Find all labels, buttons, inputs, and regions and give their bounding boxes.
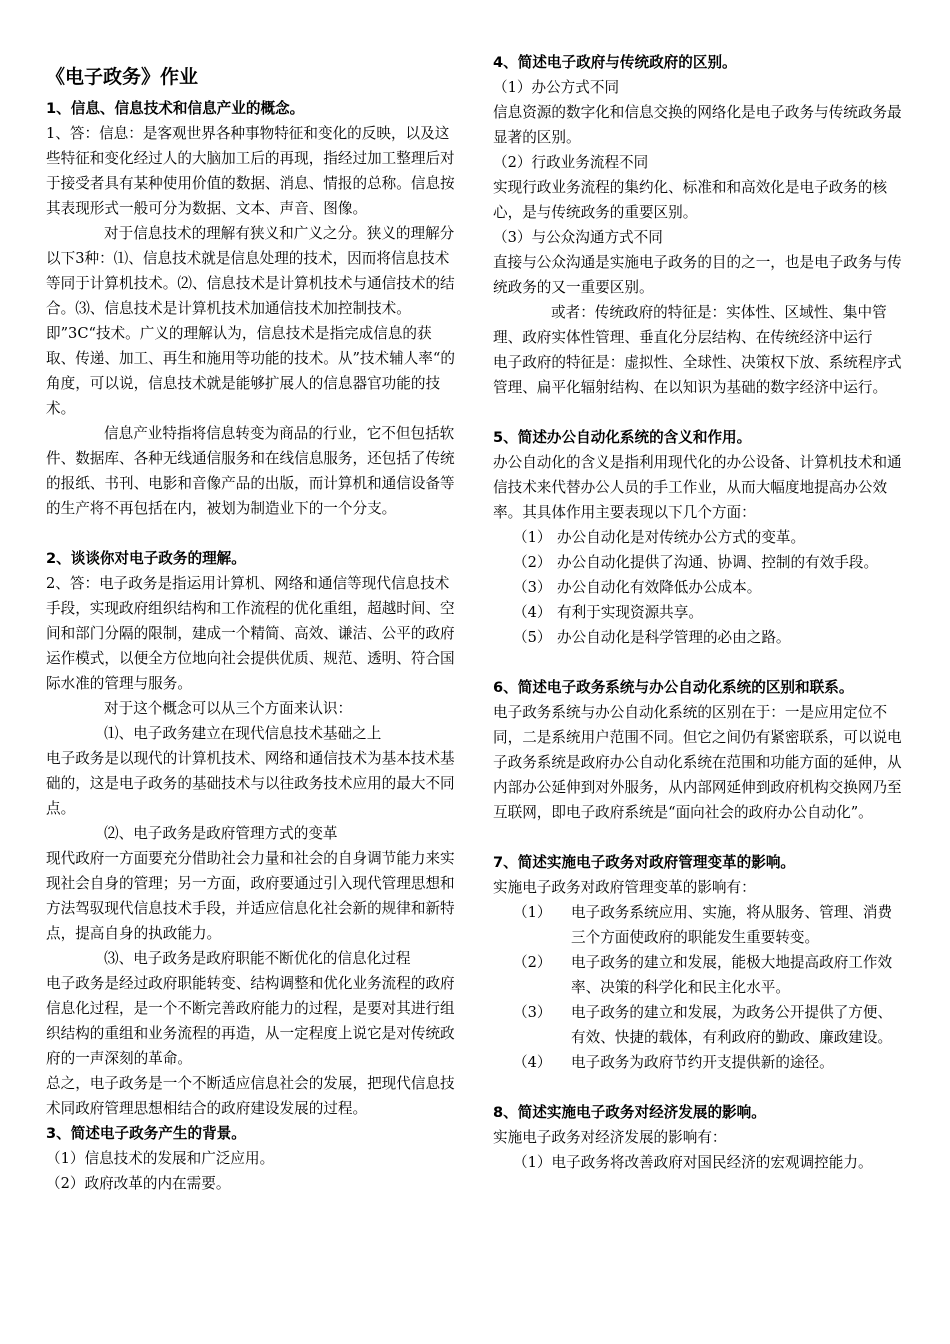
spacer <box>46 521 460 546</box>
q2-aspect-2-title: ⑵、电子政务是政府管理方式的变革 <box>104 825 338 842</box>
q5-list <box>493 525 905 650</box>
spacer <box>493 400 905 425</box>
q3-item-2: （2）政府改革的内在需要。 <box>46 1175 231 1192</box>
q2-aspect-3-body: 电子政务是经过政府职能转变、结构调整和优化业务流程的政府信息化过程，是一个不断完善政府能力的过程，是要对其进行组织结构的重组和业务流程的再造，从一定程度上说它是对传统政府的一声深刻的革命。 <box>46 975 455 1067</box>
list-text: 电子政务的建立和发展，为政务公开提供了方便、有效、快捷的载体，有利政府的勤政、廉政建设。 <box>571 1004 893 1046</box>
question-1-heading: 1、信息、信息技术和信息产业的概念。 <box>46 100 305 117</box>
list-number: （3） <box>513 1004 552 1021</box>
list-item <box>493 1050 905 1075</box>
spacer <box>493 1075 905 1100</box>
q7-list <box>493 900 905 1075</box>
q2-answer-aspects-intro: 对于这个概念可以从三个方面来认识： <box>104 700 353 717</box>
list-item <box>493 900 905 950</box>
spacer <box>493 825 905 850</box>
q2-aspect-1-body: 电子政务是以现代的计算机技术、网络和通信技术为基本技术基础的，这是电子政务的基础技术与以往政务技术应用的最大不同点。 <box>46 750 455 817</box>
left-column <box>46 62 460 1196</box>
q3-item-1: （1）信息技术的发展和广泛应用。 <box>46 1150 275 1167</box>
list-text: 电子政务为政府节约开支提供新的途径。 <box>571 1054 834 1071</box>
q2-answer-definition: 2、答：电子政务是指运用计算机、网络和通信等现代信息技术手段，实现政府组织结构和工作流程的优化重组，超越时间、空间和部门分隔的限制，建成一个精简、高效、谦洁、公平的政府运作模式，以便全方位地向社会提供优质、规范、透明、符合国际水准的管理与服务。 <box>46 575 455 692</box>
q4-point-2-title: （2）行政业务流程不同 <box>493 154 649 171</box>
q7-intro: 实施电子政务对政府管理变革的影响有： <box>493 879 756 896</box>
question-3-heading: 3、简述电子政务产生的背景。 <box>46 1125 246 1142</box>
q8-item-1: （1）电子政务将改善政府对国民经济的宏观调控能力。 <box>513 1154 873 1171</box>
list-number: （1） <box>513 529 552 546</box>
question-7-heading: 7、简述实施电子政务对政府管理变革的影响。 <box>493 854 796 871</box>
q4-point-3-body: 直接与公众沟通是实施电子政务的目的之一，也是电子政务与传统政务的又一重要区别。 <box>493 254 902 296</box>
list-number: （4） <box>513 604 552 621</box>
right-column <box>493 50 905 1175</box>
q1-answer-industry: 信息产业特指将信息转变为商品的行业，它不但包括软件、数据库、各种无线通信服务和在线信息服务，还包括了传统的报纸、书刊、电影和音像产品的出版，而计算机和通信设备等的生产将不再包括在内，被划为制造业下的一个分支。 <box>46 425 455 517</box>
list-item <box>493 1000 905 1050</box>
q4-point-1-title: （1）办公方式不同 <box>493 79 620 96</box>
question-4-heading: 4、简述电子政府与传统政府的区别。 <box>493 54 737 71</box>
q4-point-3-title: （3）与公众沟通方式不同 <box>493 229 663 246</box>
question-5-heading: 5、简述办公自动化系统的含义和作用。 <box>493 429 752 446</box>
list-number: （5） <box>513 629 552 646</box>
list-item <box>493 550 905 575</box>
list-text: 电子政务的建立和发展，能极大地提高政府工作效率、决策的科学化和民主化水平。 <box>571 954 893 996</box>
q4-point-1-body: 信息资源的数字化和信息交换的网络化是电子政务与传统政务最显著的区别。 <box>493 104 902 146</box>
document-title: 《电子政务》作业 <box>46 66 199 88</box>
question-2-heading: 2、谈谈你对电子政务的理解。 <box>46 550 246 567</box>
list-number: （2） <box>513 954 552 971</box>
list-item <box>493 950 905 1000</box>
list-item <box>493 575 905 600</box>
question-6-heading: 6、简述电子政务系统与办公自动化系统的区别和联系。 <box>493 679 854 696</box>
list-text: 有利于实现资源共享。 <box>557 604 703 621</box>
q1-answer-it: 对于信息技术的理解有狭义和广义之分。狭义的理解分以下3种：⑴、信息技术就是信息处理的技术，因而将信息技术等同于计算机技术。⑵、信息技术是计算机技术与通信技术的结合。⑶、信息技术是计算机技术加通信技术加控制技术。即”3C“技术。广义的理解认为，信息技术是指完成信息的获取、传递、加工、再生和施用等功能的技术。从”技术辅人率“的角度，可以说，信息技术就是能够扩展人的信息器官功能的技术。 <box>46 225 455 417</box>
list-text: 办公自动化是对传统办公方式的变革。 <box>557 529 806 546</box>
list-number: （4） <box>513 1054 552 1071</box>
q2-summary: 总之，电子政务是一个不断适应信息社会的发展，把现代信息技术同政府管理思想相结合的政府建设发展的过程。 <box>46 1075 455 1117</box>
list-number: （1） <box>513 904 552 921</box>
list-text: 电子政务系统应用、实施，将从服务、管理、消费三个方面使政府的职能发生重要转变。 <box>571 904 893 946</box>
q2-aspect-2-body: 现代政府一方面要充分借助社会力量和社会的自身调节能力来实现社会自身的管理；另一方面，政府要通过引入现代管理思想和方法驾驭现代信息技术手段，并适应信息化社会新的规律和新特点，提高自身的执政能力。 <box>46 850 455 942</box>
q4-alternative-electronic: 电子政府的特征是：虚拟性、全球性、决策权下放、系统程序式管理、扁平化辐射结构、在以知识为基础的数字经济中运行。 <box>493 354 902 396</box>
list-item <box>493 600 905 625</box>
list-text: 办公自动化提供了沟通、协调、控制的有效手段。 <box>557 554 879 571</box>
list-text: 办公自动化有效降低办公成本。 <box>557 579 762 596</box>
q2-aspect-3-title: ⑶、电子政务是政府职能不断优化的信息化过程 <box>104 950 411 967</box>
q2-aspect-1-title: ⑴、电子政务建立在现代信息技术基础之上 <box>104 725 382 742</box>
spacer <box>493 650 905 675</box>
q8-intro: 实施电子政务对经济发展的影响有： <box>493 1129 727 1146</box>
list-number: （3） <box>513 579 552 596</box>
list-number: （2） <box>513 554 552 571</box>
q5-intro: 办公自动化的含义是指利用现代化的办公设备、计算机技术和通信技术来代替办公人员的手工作业，从而大幅度地提高办公效率。其具体作用主要表现以下几个方面： <box>493 454 902 521</box>
list-item <box>493 525 905 550</box>
list-text: 办公自动化是科学管理的必由之路。 <box>557 629 791 646</box>
q4-point-2-body: 实现行政业务流程的集约化、标准和和高效化是电子政务的核心，是与传统政务的重要区别。 <box>493 179 888 221</box>
q1-answer-information: 1、答：信息：是客观世界各种事物特征和变化的反映，以及这些特征和变化经过人的大脑加工后的再现，指经过加工整理后对于接受者具有某种使用价值的数据、消息、情报的总称。信息按其表现形式一般可分为数据、文本、声音、图像。 <box>46 125 455 217</box>
question-8-heading: 8、简述实施电子政务对经济发展的影响。 <box>493 1104 766 1121</box>
q4-alternative-traditional: 或者：传统政府的特征是：实体性、区域性、集中管理、政府实体性管理、垂直化分层结构、在传统经济中运行 <box>493 304 887 346</box>
q6-answer: 电子政务系统与办公自动化系统的区别在于：一是应用定位不同，二是系统用户范围不同。但它之间仍有紧密联系，可以说电子政务系统是政府办公自动化系统在范围和功能方面的延伸，从内部办公延伸到对外服务，从内部网延伸到政府机构交换网乃至互联网，即电子政府系统是“面向社会的政府办公自动化”。 <box>493 704 902 821</box>
list-item <box>493 625 905 650</box>
